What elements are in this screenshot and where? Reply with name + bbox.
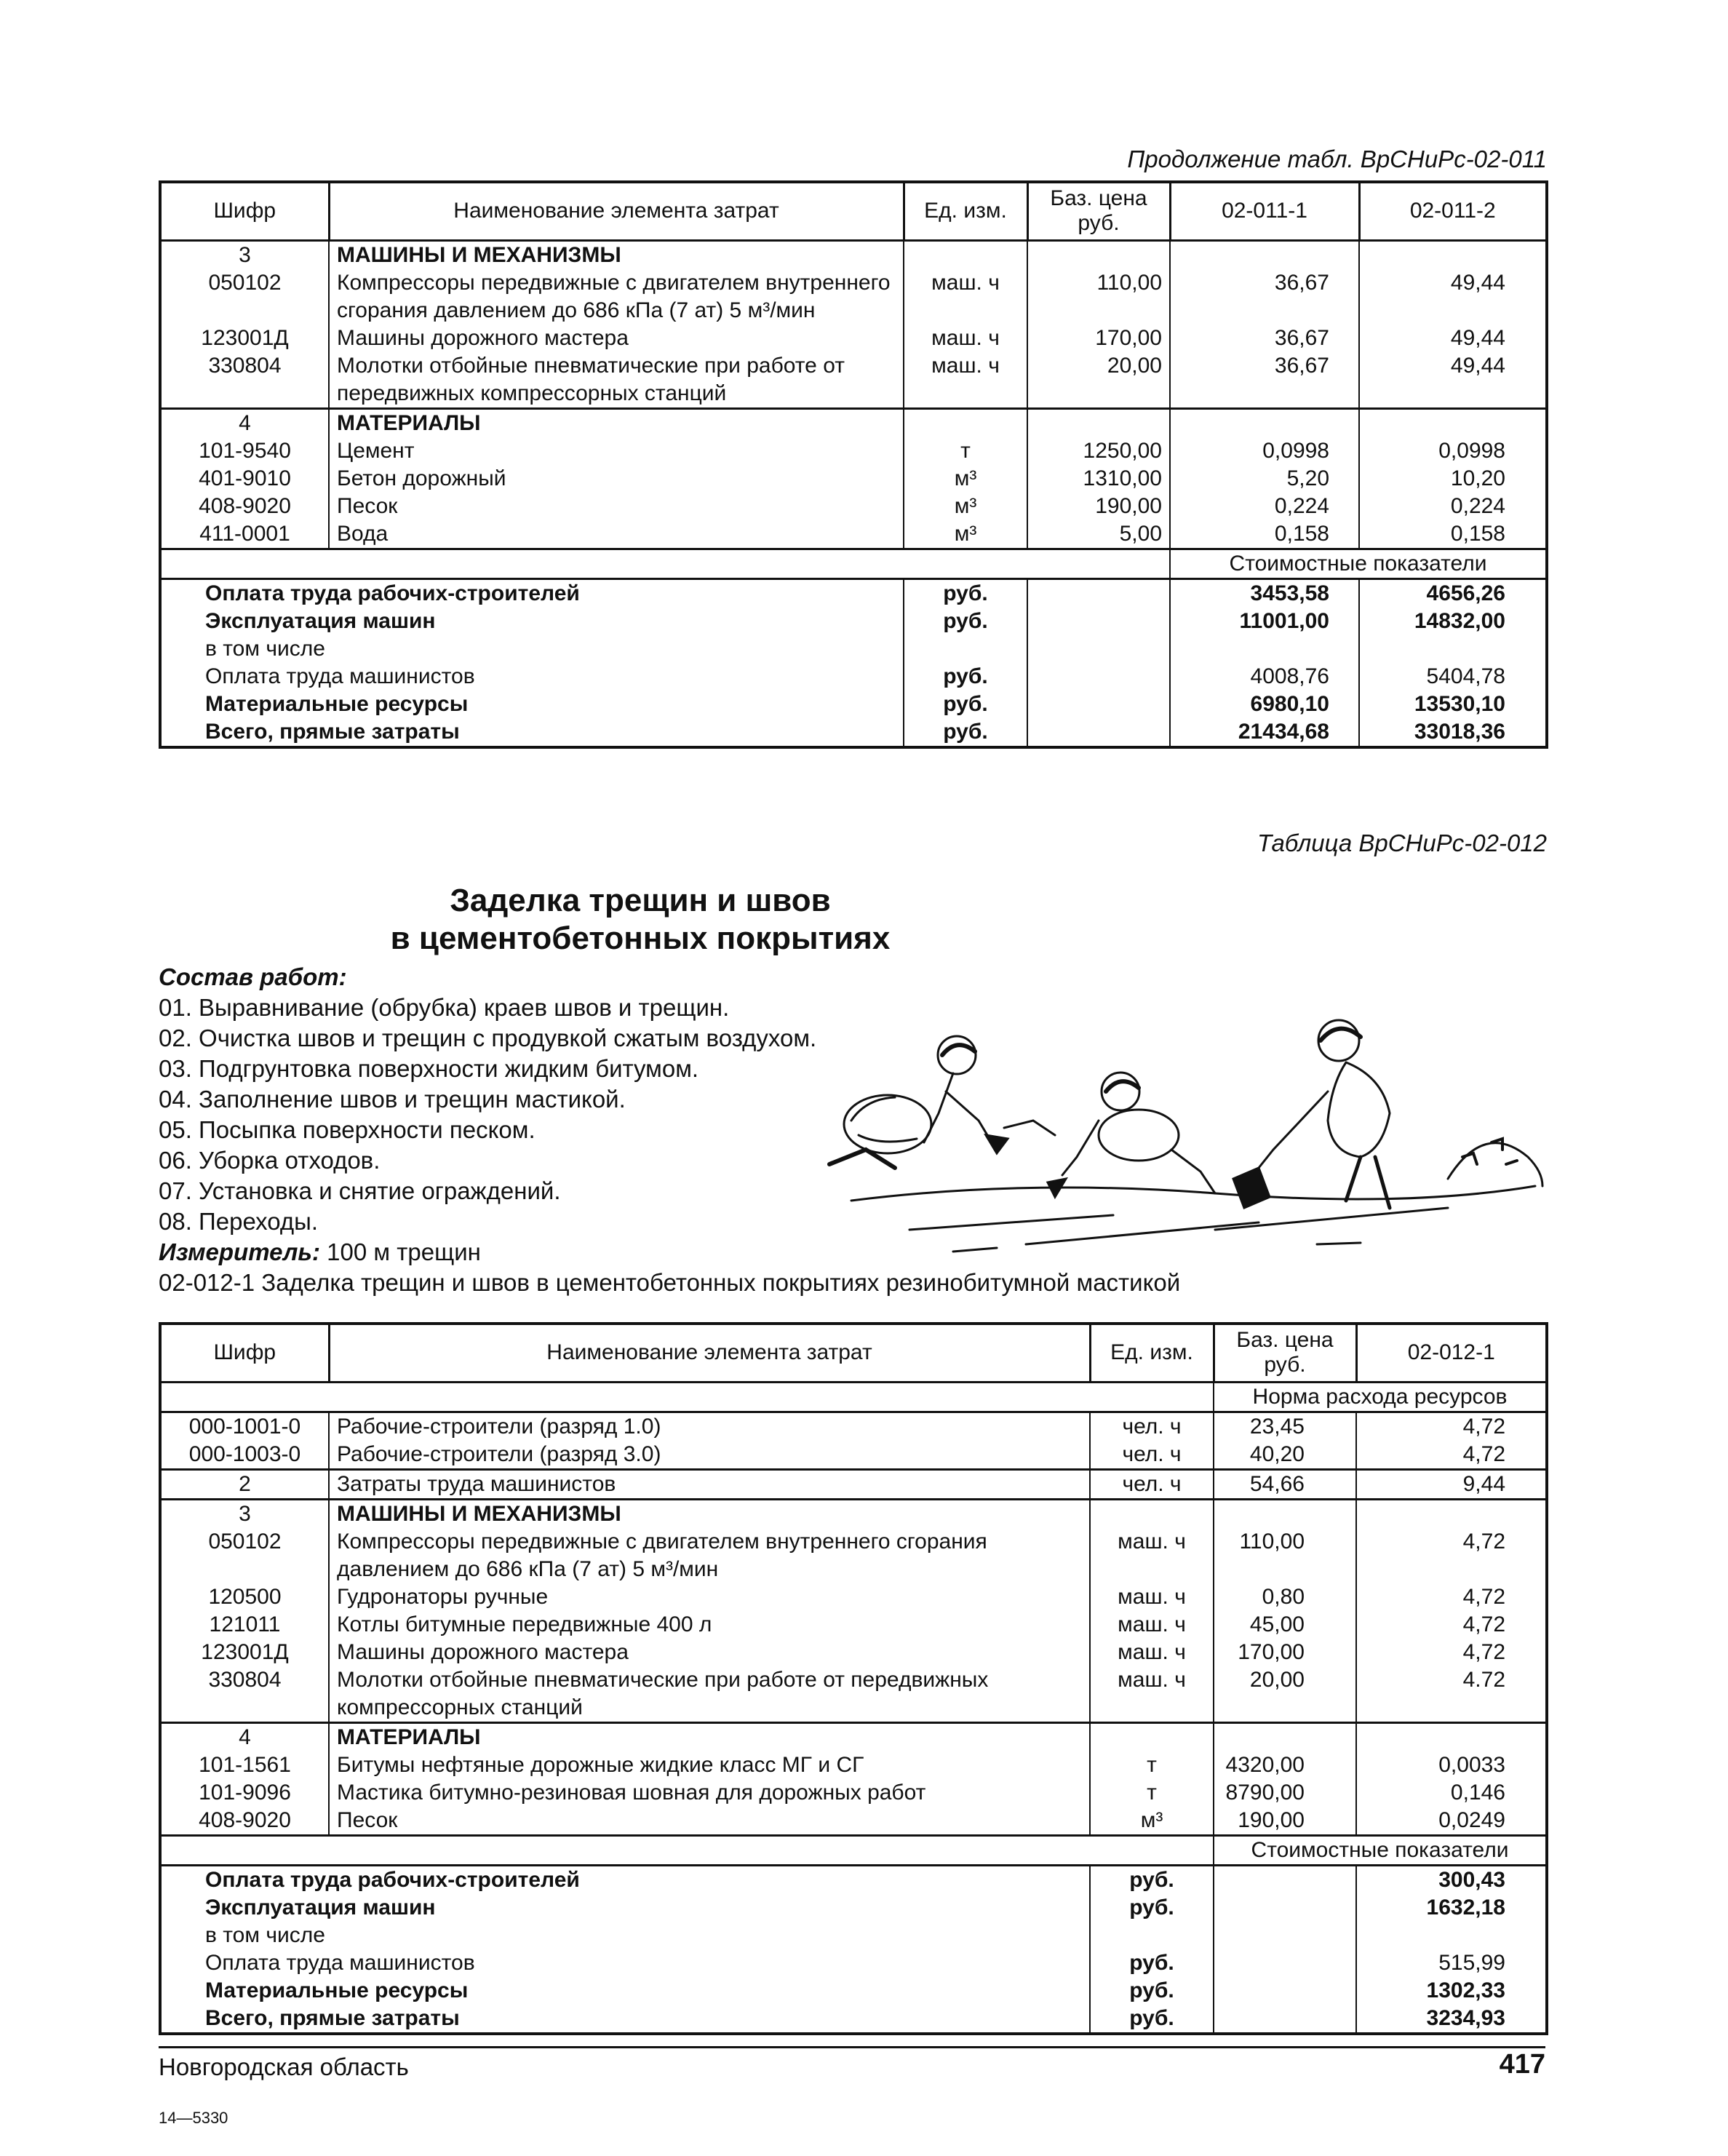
resource-value: 4,72	[1356, 1441, 1547, 1470]
workers-illustration	[808, 1011, 1550, 1259]
resource-code: 050102	[208, 1529, 282, 1554]
empty-cell	[1214, 1499, 1356, 1528]
cost-header-row	[160, 1835, 1547, 1865]
empty-cell	[1027, 240, 1170, 269]
empty-cell	[1214, 1949, 1356, 1977]
resource-price: 1310,00	[1027, 465, 1170, 493]
resource-name: Молотки отбойные пневматические при работе от передвижных компрессорных станций	[329, 352, 904, 409]
resource-value-2: 0,224	[1359, 493, 1547, 520]
cost-value-2: 14832,00	[1359, 608, 1547, 635]
resource-unit: маш. ч	[904, 352, 1027, 409]
section-name: МАТЕРИАЛЫ	[329, 408, 904, 437]
section-title-line-2: в цементобетонных покрытиях	[390, 920, 891, 956]
resource-value-1: 5,20	[1170, 465, 1359, 493]
resource-code: 408-9020	[199, 493, 291, 518]
empty-cell	[1170, 408, 1359, 437]
cost-label: в том числе	[205, 1922, 325, 1947]
resource-name: Компрессоры передвижные с двигателем внутреннего сгорания давлением до 686 кПа (7 ат) 5 м³/мин	[329, 1528, 1090, 1583]
table-row	[160, 1666, 1547, 1723]
empty-cell	[1027, 408, 1170, 437]
resource-price: 0,80	[1214, 1583, 1356, 1611]
cost-row	[160, 608, 1547, 635]
empty-cell	[1027, 691, 1170, 718]
section-name: МАТЕРИАЛЫ	[329, 1722, 1090, 1751]
table-row	[160, 1751, 1547, 1779]
footer-region: Новгородская область	[159, 2053, 409, 2080]
table-row	[160, 1528, 1547, 1583]
table2-caption: Таблица ВрСНиРс-02-012	[1257, 830, 1547, 856]
resource-price: 5,00	[1027, 520, 1170, 549]
resource-value: 0,0033	[1356, 1751, 1547, 1779]
section-code: 4	[160, 408, 329, 437]
resource-price: 20,00	[1027, 352, 1170, 409]
cost-label: Материальные ресурсы	[205, 1978, 469, 2002]
meter-value: 100 м трещин	[327, 1238, 481, 1265]
worker-kneeling	[829, 1036, 1008, 1168]
cost-label: Всего, прямые затраты	[205, 2005, 460, 2030]
cost-row	[160, 1922, 1547, 1949]
cost-unit: руб.	[904, 663, 1027, 691]
resource-code: 000-1003-0	[188, 1441, 301, 1466]
resource-code: 123001Д	[201, 325, 289, 350]
section-header-row	[160, 240, 1547, 269]
table-row	[160, 269, 1547, 325]
resource-name: Битумы нефтяные дорожные жидкие класс МГ и СГ	[329, 1751, 1090, 1779]
resource-code: 120500	[208, 1584, 282, 1609]
empty-cell	[160, 549, 1170, 578]
empty-cell	[160, 1835, 1214, 1865]
resource-unit: маш. ч	[904, 269, 1027, 325]
cost-label: Оплата труда машинистов	[205, 1950, 475, 1975]
cost-unit: руб.	[1090, 1977, 1214, 2005]
section-title	[276, 882, 1004, 958]
footer-rule	[159, 2046, 1545, 2048]
work-item: 04. Заполнение швов и трещин мастикой.	[159, 1086, 626, 1113]
col-header-norm-2: 02-011-2	[1359, 182, 1547, 240]
section-title-line-1: Заделка трещин и швов	[450, 883, 831, 918]
resource-unit: т	[1090, 1751, 1214, 1779]
resource-value-2: 0,0998	[1359, 437, 1547, 465]
t2-col-header-code: Шифр	[160, 1324, 329, 1382]
section-code: 4	[160, 1722, 329, 1751]
cost-label: Оплата труда машинистов	[205, 664, 475, 688]
cost-label: Всего, прямые затраты	[205, 719, 460, 744]
resource-unit: т	[904, 437, 1027, 465]
work-item: 05. Посыпка поверхности песком.	[159, 1116, 535, 1143]
resource-code: 411-0001	[199, 521, 290, 546]
empty-cell	[1356, 1499, 1547, 1528]
empty-cell	[1090, 1722, 1214, 1751]
col-header-norm-1: 02-011-1	[1170, 182, 1359, 240]
table-row	[160, 520, 1547, 549]
empty-cell	[1214, 1922, 1356, 1949]
cost-label: Эксплуатация машин	[205, 608, 436, 633]
cost-value-2	[1359, 635, 1547, 663]
cost-row	[160, 1894, 1547, 1922]
empty-cell	[904, 240, 1027, 269]
resource-value: 4.72	[1356, 1666, 1547, 1723]
cost-value-1: 21434,68	[1170, 718, 1359, 747]
norm-header-row	[160, 1382, 1547, 1412]
resource-value: 4,72	[1356, 1528, 1547, 1583]
table-row	[160, 352, 1547, 409]
empty-cell	[1027, 663, 1170, 691]
resource-name: Компрессоры передвижные с двигателем внутреннего сгорания давлением до 686 кПа (7 ат) 5 м³/мин	[329, 269, 904, 325]
resource-name: Машины дорожного мастера	[329, 1639, 1090, 1666]
cost-value-2: 5404,78	[1359, 663, 1547, 691]
empty-cell	[1214, 1977, 1356, 2005]
print-code: 14—5330	[159, 2109, 228, 2127]
cost-value-2: 13530,10	[1359, 691, 1547, 718]
empty-cell	[1027, 578, 1170, 608]
cost-header: Стоимостные показатели	[1214, 1835, 1547, 1865]
resource-value: 4,72	[1356, 1639, 1547, 1666]
empty-cell	[1027, 718, 1170, 747]
work-item: 06. Уборка отходов.	[159, 1147, 381, 1174]
resource-price: 23,45	[1214, 1412, 1356, 1441]
resource-code: 330804	[208, 1667, 282, 1692]
cost-row	[160, 2005, 1547, 2034]
resource-code: 2	[160, 1469, 329, 1499]
empty-cell	[1027, 635, 1170, 663]
empty-cell	[1214, 1894, 1356, 1922]
cost-value: 1302,33	[1356, 1977, 1547, 2005]
cost-value-1: 3453,58	[1170, 578, 1359, 608]
cost-value-1	[1170, 635, 1359, 663]
resource-name: Песок	[329, 493, 904, 520]
cost-label: в том числе	[205, 636, 325, 661]
resource-name: Молотки отбойные пневматические при работе от передвижных компрессорных станций	[329, 1666, 1090, 1723]
resource-code: 101-1561	[199, 1752, 291, 1777]
resource-value-2: 0,158	[1359, 520, 1547, 549]
section-code: 3	[239, 242, 251, 267]
cost-unit: руб.	[904, 608, 1027, 635]
table-row	[160, 1639, 1547, 1666]
table-row	[160, 493, 1547, 520]
cost-value-1: 11001,00	[1170, 608, 1359, 635]
meter-label: Измеритель:	[159, 1238, 320, 1265]
page-number: 417	[1499, 2049, 1545, 2080]
resource-name: Затраты труда машинистов	[329, 1469, 1090, 1499]
cost-label: Оплата труда рабочих-строителей	[160, 578, 904, 608]
table-row	[160, 465, 1547, 493]
empty-cell	[1214, 1865, 1356, 1894]
empty-cell	[160, 1382, 1214, 1412]
table-row	[160, 1779, 1547, 1807]
resource-code: 408-9020	[199, 1807, 291, 1832]
cost-row	[160, 1977, 1547, 2005]
cost-row	[160, 691, 1547, 718]
resource-price: 4320,00	[1214, 1751, 1356, 1779]
work-item: 03. Подгрунтовка поверхности жидким битумом.	[159, 1055, 699, 1082]
resource-unit: маш. ч	[904, 325, 1027, 352]
cost-row	[160, 578, 1547, 608]
labor-row	[160, 1412, 1547, 1441]
labor-row	[160, 1441, 1547, 1470]
empty-cell	[1356, 1722, 1547, 1751]
resource-code: 123001Д	[201, 1639, 289, 1664]
rubble-pile	[1448, 1139, 1542, 1186]
work-item: 02. Очистка швов и трещин с продувкой сжатым воздухом.	[159, 1025, 817, 1051]
cost-row	[160, 635, 1547, 663]
table-row	[160, 1611, 1547, 1639]
cost-value-2: 4656,26	[1359, 578, 1547, 608]
resource-value: 0,0249	[1356, 1807, 1547, 1836]
resource-unit: маш. ч	[1090, 1528, 1214, 1583]
cost-unit: руб.	[904, 691, 1027, 718]
cost-row	[160, 718, 1547, 747]
cost-unit: руб.	[904, 718, 1027, 747]
resource-name: Рабочие-строители (разряд 3.0)	[329, 1441, 1090, 1470]
resource-value-2: 49,44	[1359, 269, 1547, 325]
resource-code: 401-9010	[199, 466, 291, 490]
empty-cell	[1170, 240, 1359, 269]
empty-cell	[1359, 240, 1547, 269]
resource-price: 1250,00	[1027, 437, 1170, 465]
cost-value-1: 6980,10	[1170, 691, 1359, 718]
cost-unit: руб.	[1090, 1894, 1214, 1922]
resource-unit: т	[1090, 1779, 1214, 1807]
table-row	[160, 1583, 1547, 1611]
resource-name: Бетон дорожный	[329, 465, 904, 493]
empty-cell	[1214, 1722, 1356, 1751]
cost-label: Материальные ресурсы	[205, 691, 469, 716]
resource-value-1: 36,67	[1170, 269, 1359, 325]
resource-name: Рабочие-строители (разряд 1.0)	[329, 1412, 1090, 1441]
resource-value: 9,44	[1356, 1469, 1547, 1499]
table-row	[160, 325, 1547, 352]
resource-price: 110,00	[1214, 1528, 1356, 1583]
col-header-name: Наименование элемента затрат	[329, 182, 904, 240]
cost-value: 3234,93	[1356, 2005, 1547, 2034]
resource-name: Гудронаторы ручные	[329, 1583, 1090, 1611]
resource-price: 8790,00	[1214, 1779, 1356, 1807]
table1-caption: Продолжение табл. ВрСНиРс-02-011	[1127, 146, 1547, 172]
resource-code: 101-9540	[199, 438, 291, 463]
col-header-price: Баз. цена руб.	[1027, 182, 1170, 240]
works-label: Состав работ:	[159, 963, 347, 990]
cost-unit: руб.	[1090, 1949, 1214, 1977]
ground-line	[851, 1186, 1535, 1201]
cost-value: 515,99	[1356, 1949, 1547, 1977]
resource-code: 050102	[208, 270, 282, 295]
t2-col-header-name: Наименование элемента затрат	[329, 1324, 1090, 1382]
resource-value-1: 36,67	[1170, 325, 1359, 352]
norm-line: 02-012-1 Заделка трещин и швов в цементобетонных покрытиях резинобитумной мастикой	[159, 1269, 1181, 1296]
resource-name: Песок	[329, 1807, 1090, 1836]
resource-value-1: 0,158	[1170, 520, 1359, 549]
machinists-row	[160, 1469, 1547, 1499]
resource-code: 121011	[209, 1612, 281, 1636]
resource-name: Мастика битумно-резиновая шовная для дорожных работ	[329, 1779, 1090, 1807]
section-name: МАШИНЫ И МЕХАНИЗМЫ	[329, 1499, 1090, 1528]
table1	[159, 180, 1548, 749]
cost-unit: руб.	[904, 578, 1027, 608]
resource-value-1: 0,0998	[1170, 437, 1359, 465]
cost-unit: руб.	[1090, 2005, 1214, 2034]
cost-unit	[904, 635, 1027, 663]
table2	[159, 1322, 1548, 2035]
t2-col-header-unit: Ед. изм.	[1090, 1324, 1214, 1382]
t2-col-header-price: Баз. цена руб.	[1214, 1324, 1356, 1382]
empty-cell	[1359, 408, 1547, 437]
cost-unit	[1090, 1922, 1214, 1949]
resource-unit: м³	[904, 493, 1027, 520]
table-row	[160, 437, 1547, 465]
section-code: 3	[160, 1499, 329, 1528]
resource-value: 0,146	[1356, 1779, 1547, 1807]
worker-crouching	[1004, 1073, 1215, 1197]
resource-price: 170,00	[1027, 325, 1170, 352]
empty-cell	[1090, 1499, 1214, 1528]
cost-header-row	[160, 549, 1547, 578]
resource-unit: м³	[904, 465, 1027, 493]
resource-unit: маш. ч	[1090, 1583, 1214, 1611]
resource-value: 4,72	[1356, 1583, 1547, 1611]
cost-unit: руб.	[1090, 1865, 1214, 1894]
resource-unit: маш. ч	[1090, 1639, 1214, 1666]
work-item: 01. Выравнивание (обрубка) краев швов и трещин.	[159, 994, 730, 1021]
resource-unit: м³	[904, 520, 1027, 549]
resource-code: 101-9096	[199, 1780, 291, 1805]
section-header-row	[160, 408, 1547, 437]
col-header-unit: Ед. изм.	[904, 182, 1027, 240]
resource-value-2: 49,44	[1359, 325, 1547, 352]
cost-label: Эксплуатация машин	[205, 1895, 436, 1920]
cost-value	[1356, 1922, 1547, 1949]
resource-code: 000-1001-0	[160, 1412, 329, 1441]
resource-name: Цемент	[329, 437, 904, 465]
empty-cell	[1214, 2005, 1356, 2034]
resource-unit: чел. ч	[1090, 1469, 1214, 1499]
t2-col-header-norm-1: 02-012-1	[1356, 1324, 1547, 1382]
resource-price: 110,00	[1027, 269, 1170, 325]
resource-price: 54,66	[1214, 1469, 1356, 1499]
resource-price: 45,00	[1214, 1611, 1356, 1639]
resource-name: Вода	[329, 520, 904, 549]
resource-unit: чел. ч	[1090, 1441, 1214, 1470]
section-header-row	[160, 1722, 1547, 1751]
col-header-code: Шифр	[160, 182, 329, 240]
resource-unit: чел. ч	[1090, 1412, 1214, 1441]
resource-value-1: 0,224	[1170, 493, 1359, 520]
cost-value-2: 33018,36	[1359, 718, 1547, 747]
resource-value: 4,72	[1356, 1611, 1547, 1639]
resource-price: 190,00	[1027, 493, 1170, 520]
resource-unit: маш. ч	[1090, 1611, 1214, 1639]
cost-value: 300,43	[1356, 1865, 1547, 1894]
resource-code: 330804	[208, 353, 282, 378]
resource-value: 4,72	[1356, 1412, 1547, 1441]
section-name: МАШИНЫ И МЕХАНИЗМЫ	[329, 240, 904, 269]
resource-value-1: 36,67	[1170, 352, 1359, 409]
resource-value-2: 10,20	[1359, 465, 1547, 493]
resource-value-2: 49,44	[1359, 352, 1547, 409]
cost-header: Стоимостные показатели	[1170, 549, 1547, 578]
empty-cell	[1027, 608, 1170, 635]
resource-unit: м³	[1090, 1807, 1214, 1836]
resource-name: Котлы битумные передвижные 400 л	[329, 1611, 1090, 1639]
empty-cell	[904, 408, 1027, 437]
work-item: 08. Переходы.	[159, 1208, 318, 1235]
table-row	[160, 1807, 1547, 1836]
resource-name: Машины дорожного мастера	[329, 325, 904, 352]
resource-unit: маш. ч	[1090, 1666, 1214, 1723]
cost-row	[160, 663, 1547, 691]
resource-price: 20,00	[1214, 1666, 1356, 1723]
cost-row	[160, 1865, 1547, 1894]
section-header-row	[160, 1499, 1547, 1528]
cost-value: 1632,18	[1356, 1894, 1547, 1922]
norm-header: Норма расхода ресурсов	[1214, 1382, 1547, 1412]
work-item: 07. Установка и снятие ограждений.	[159, 1177, 561, 1204]
cost-value-1: 4008,76	[1170, 663, 1359, 691]
cost-row	[160, 1949, 1547, 1977]
resource-price: 190,00	[1214, 1807, 1356, 1836]
cost-label: Оплата труда рабочих-строителей	[160, 1865, 1090, 1894]
resource-price: 170,00	[1214, 1639, 1356, 1666]
resource-price: 40,20	[1214, 1441, 1356, 1470]
worker-standing	[1233, 1020, 1390, 1208]
